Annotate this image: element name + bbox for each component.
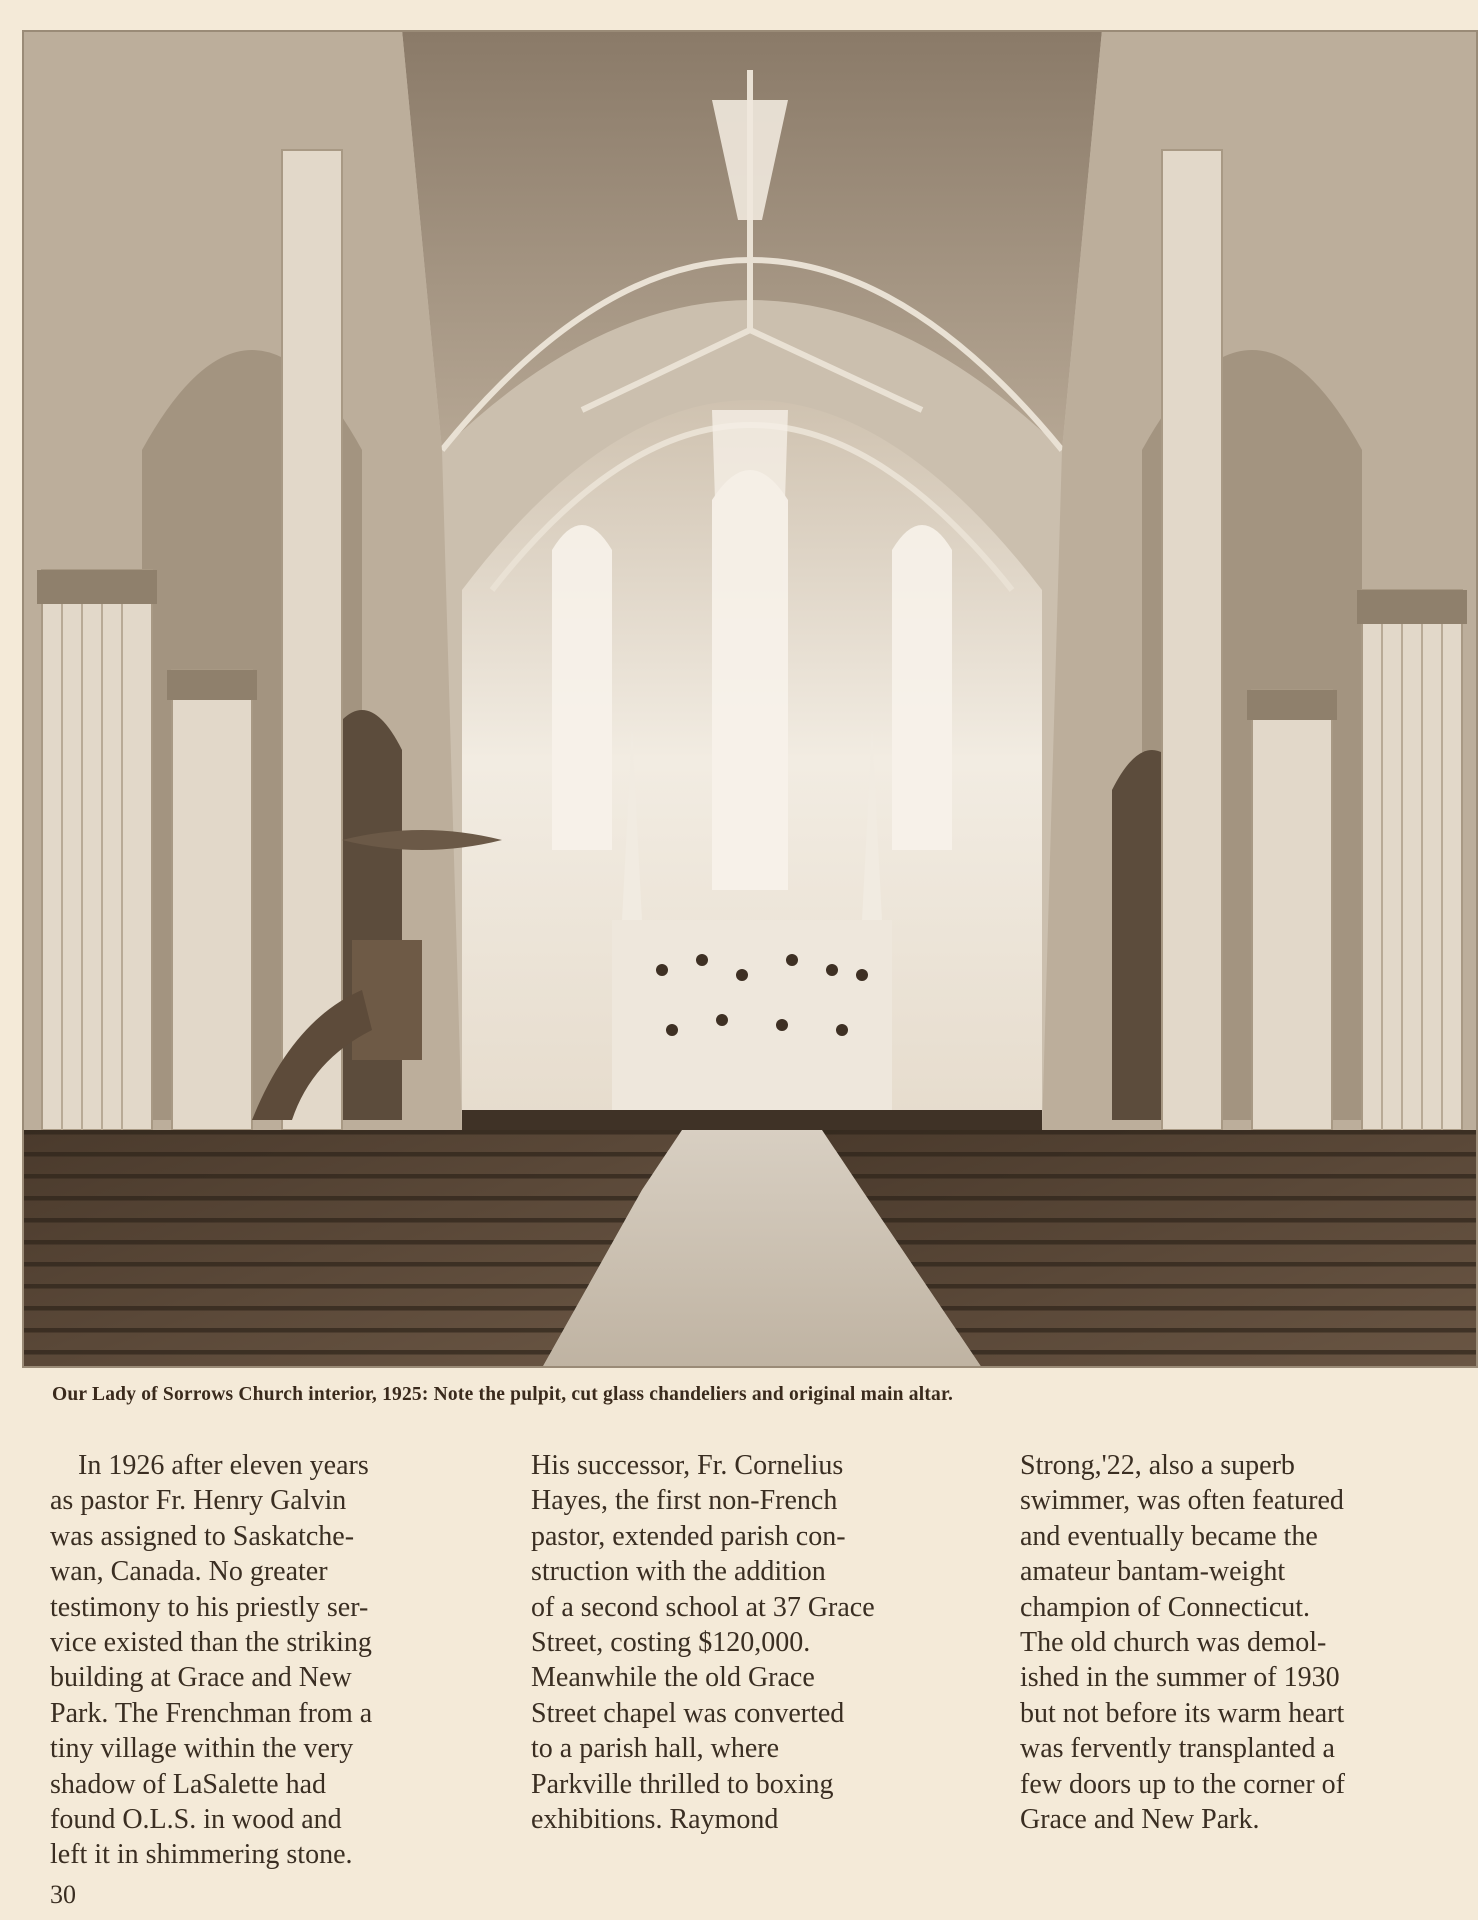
text-line: vice existed than the striking xyxy=(50,1627,372,1659)
text-line: testimony to his priestly ser- xyxy=(50,1591,369,1623)
text-line: Parkville thrilled to boxing xyxy=(531,1768,834,1800)
text-line: but not before its warm heart xyxy=(1020,1697,1345,1729)
text-line: Street chapel was converted xyxy=(531,1697,845,1729)
text-line: found O.L.S. in wood and xyxy=(50,1804,342,1836)
text-line: left it in shimmering stone. xyxy=(50,1839,353,1871)
text-column-3 xyxy=(1020,1448,1345,1837)
text-line: Strong,'22, also a superb xyxy=(1020,1450,1295,1481)
text-line: shadow of LaSalette had xyxy=(50,1768,327,1800)
church-interior-photo xyxy=(22,30,1478,1368)
text-line: struction with the addition xyxy=(531,1556,826,1588)
text-line: Street, costing $120,000. xyxy=(531,1627,811,1659)
text-line: amateur bantam-weight xyxy=(1020,1556,1286,1588)
text-line: Park. The Frenchman from a xyxy=(50,1697,373,1729)
text-line: Hayes, the first non-French xyxy=(531,1485,838,1517)
text-line: few doors up to the corner of xyxy=(1020,1768,1346,1800)
text-line: building at Grace and New xyxy=(50,1662,352,1694)
photo-caption: Our Lady of Sorrows Church interior, 1925: Note the pulpit, cut glass chandeliers and original main altar. xyxy=(52,1384,954,1405)
text-line: swimmer, was often featured xyxy=(1020,1485,1344,1517)
text-line: was fervently transplanted a xyxy=(1020,1733,1335,1765)
text-line: to a parish hall, where xyxy=(531,1733,780,1765)
text-line: Meanwhile the old Grace xyxy=(531,1662,815,1694)
text-line: tiny village within the very xyxy=(50,1733,354,1765)
text-line: champion of Connecticut. xyxy=(1020,1591,1311,1623)
text-line: pastor, extended parish con- xyxy=(531,1520,846,1552)
text-line: exhibitions. Raymond xyxy=(531,1804,779,1836)
text-line: wan, Canada. No greater xyxy=(50,1556,328,1588)
page-number: 30 xyxy=(50,1880,76,1909)
text-line: Grace and New Park. xyxy=(1020,1804,1260,1836)
text-column-1 xyxy=(50,1448,372,1873)
church-interior-illustration xyxy=(22,30,1478,1368)
text-line: In 1926 after eleven years xyxy=(50,1450,369,1481)
text-column-2 xyxy=(531,1448,875,1837)
text-line: and eventually became the xyxy=(1020,1520,1318,1552)
text-line: was assigned to Saskatche- xyxy=(50,1520,355,1552)
text-line: ished in the summer of 1930 xyxy=(1020,1662,1340,1694)
text-line: as pastor Fr. Henry Galvin xyxy=(50,1485,347,1517)
text-line: of a second school at 37 Grace xyxy=(531,1591,875,1623)
text-line: His successor, Fr. Cornelius xyxy=(531,1450,844,1481)
text-line: The old church was demol- xyxy=(1020,1627,1327,1659)
